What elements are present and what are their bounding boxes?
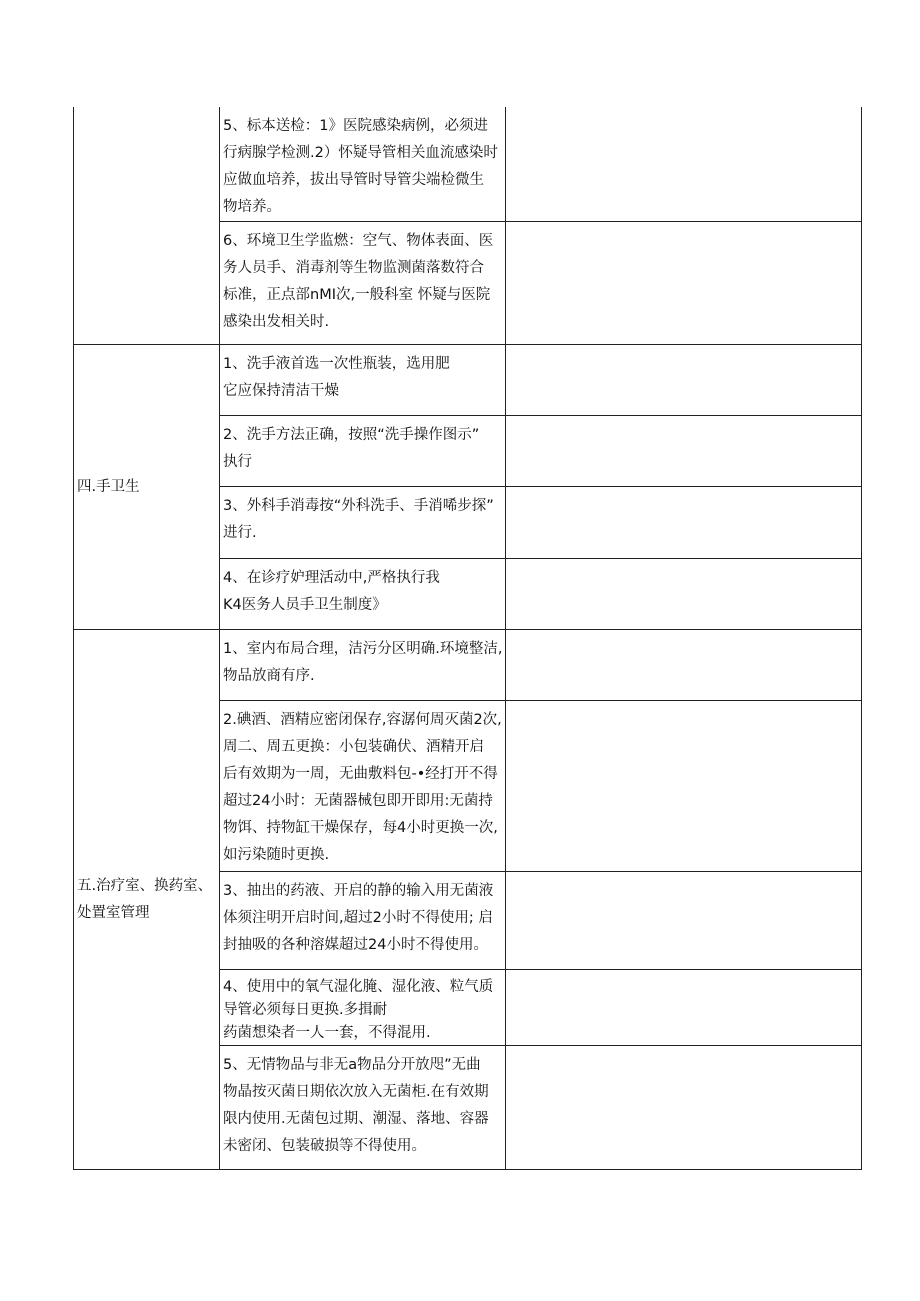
item-line: 5、标本送检：1》医院感染病例，必须进	[223, 118, 488, 134]
result-cell	[506, 872, 862, 970]
item-cell	[220, 222, 506, 345]
item-line: 物培养。	[223, 199, 281, 215]
item-line: 4、在诊疗妒理活动中,严格执行我	[223, 570, 440, 586]
item-line: 封抽吸的各种溶媒超过24小时不得使用。	[223, 937, 488, 953]
item-line: 药菌想染者一人一套，不得混用.	[223, 1025, 431, 1041]
item-cell	[220, 970, 506, 1046]
item-line: 它应保持清洁干燥	[223, 383, 339, 399]
category-cell	[74, 107, 220, 345]
item-line: 执行	[223, 454, 252, 470]
item-line: 5、无情物品与非无a物品分开放咫”无曲	[223, 1057, 481, 1073]
item-line: 后有效期为一周，无曲敷料包-•经打开不得	[223, 766, 498, 782]
result-cell	[506, 970, 862, 1046]
item-cell	[220, 1046, 506, 1170]
item-line: 2、洗手方法正确，按照“洗手操作图示”	[223, 427, 480, 443]
item-line: 标准，正点部nMI次,一般科室 怀疑与医院	[223, 287, 491, 303]
inspection-table	[73, 107, 862, 1170]
item-line: 限内使用.无菌包过期、潮湿、落地、容器	[223, 1111, 489, 1127]
result-cell	[506, 345, 862, 416]
item-line: 行病腺学检测.2）怀疑导管相关血流感染时	[223, 145, 498, 161]
item-line: 2.碘酒、酒精应密闭保存,容潺何周灭菌2次,	[223, 712, 502, 728]
result-cell	[506, 559, 862, 630]
item-line: 感染出发相关时.	[223, 314, 330, 330]
item-line: 进行.	[223, 525, 257, 541]
item-line: 导管必须每日更换.多揖耐	[223, 1002, 388, 1018]
table-row	[74, 630, 862, 701]
item-cell	[220, 872, 506, 970]
item-line: 4、使用中的氧气湿化腌、湿化液、粒气质	[223, 979, 494, 995]
item-line: 物饵、持物缸干燥保存，每4小时更换一次,	[223, 820, 498, 836]
item-line: 务人员手、消毒剂等生物监测菌落数符合	[223, 260, 484, 276]
item-line: 如污染随时更换.	[223, 847, 330, 863]
item-line: 物品放商有序.	[223, 668, 315, 684]
item-cell	[220, 487, 506, 559]
item-cell	[220, 107, 506, 222]
item-cell	[220, 559, 506, 630]
item-line: 应做血培养，拔出导管时导管尖端检微生	[223, 172, 484, 188]
result-cell	[506, 107, 862, 222]
item-line: 超过24小时：无菌器械包即开即用:无菌持	[223, 793, 493, 809]
item-line: K4医务人员手卫生制度》	[223, 597, 387, 613]
category-label: 四.手卫生	[77, 478, 140, 495]
item-line: 未密闭、包装破损等不得使用。	[223, 1138, 426, 1154]
item-line: 周二、周五更换：小包装确伏、酒精开启	[223, 739, 484, 755]
category-label: 五.治疗室、换药室、处置室管理	[77, 877, 213, 921]
category-cell	[74, 630, 220, 1170]
item-cell	[220, 345, 506, 416]
result-cell	[506, 630, 862, 701]
item-line: 6、环境卫生学监燃：空气、物体表面、医	[223, 233, 494, 249]
table-row	[74, 107, 862, 222]
item-cell	[220, 630, 506, 701]
result-cell	[506, 222, 862, 345]
item-line: 物晶按灭菌日期依次放入无菌柜.在有效期	[223, 1084, 489, 1100]
item-cell	[220, 701, 506, 872]
result-cell	[506, 1046, 862, 1170]
result-cell	[506, 416, 862, 487]
item-line: 3、外科手消毒按“外科洗手、手消唏步探”	[223, 498, 494, 514]
item-line: 1、洗手液首选一次性瓶装，选用肥	[223, 356, 450, 372]
item-line: 体须注明开启时间,超过2小时不得使用; 启	[223, 910, 493, 926]
item-cell	[220, 416, 506, 487]
category-cell	[74, 345, 220, 630]
table-row	[74, 345, 862, 416]
item-line: 1、室内布局合理，洁污分区明确.环境整洁,	[223, 641, 503, 657]
item-line: 3、抽出的药液、开启的静的输入用无菌液	[223, 883, 494, 899]
result-cell	[506, 487, 862, 559]
result-cell	[506, 701, 862, 872]
